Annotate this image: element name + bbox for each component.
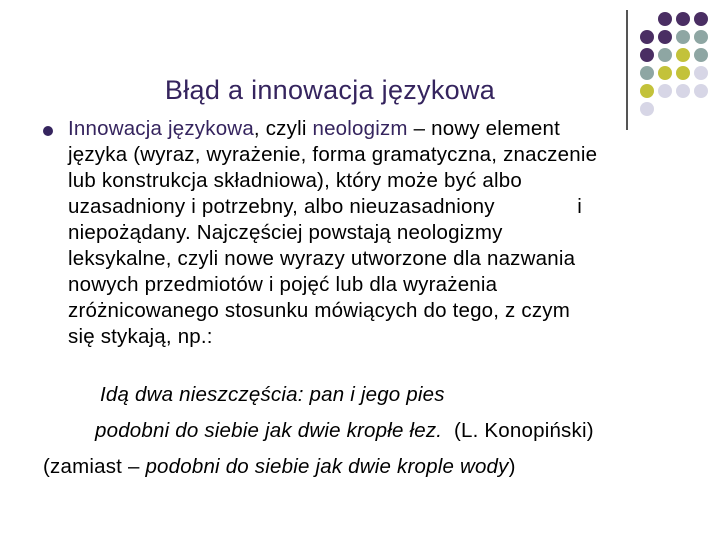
quote-line-2: [95, 419, 594, 443]
paragraph-line: lub konstrukcja składniowa), który może być albo: [68, 169, 522, 192]
decorative-dot: [658, 84, 672, 98]
decorative-dot: [658, 12, 672, 26]
decorative-dot: [694, 66, 708, 80]
paragraph-line: uzasadniony i potrzebny, albo nieuzasadniony i: [68, 195, 582, 218]
decorative-dot: [658, 66, 672, 80]
decorative-dot-grid: [0, 0, 720, 130]
quote-suffix: ): [508, 455, 516, 478]
decorative-dot: [676, 12, 690, 26]
paragraph-line: leksykalne, czyli nowe wyrazy utworzone dla nazwania: [68, 247, 576, 270]
quote-text-correct: podobni do siebie jak dwie krople wody: [145, 455, 509, 478]
paragraph-text: – nowy element: [407, 117, 560, 140]
term-neologizm: neologizm: [312, 117, 408, 140]
bullet-icon: [43, 126, 53, 136]
paragraph-line-1: [68, 116, 688, 142]
decorative-dot: [694, 30, 708, 44]
paragraph-line: nowych przedmiotów i pojęć lub dla wyrażenia: [68, 273, 498, 296]
decorative-dot: [640, 48, 654, 62]
slide-title: Błąd a innowacja językowa: [164, 75, 496, 105]
quote-line-3: [43, 455, 516, 479]
quote-author: (L. Konopiński): [442, 419, 594, 442]
paragraph-line: się stykają, np.:: [68, 325, 213, 348]
decorative-dot: [676, 30, 690, 44]
decorative-dot: [694, 48, 708, 62]
decorative-dot: [658, 48, 672, 62]
decorative-dot: [676, 84, 690, 98]
paragraph-text: , czyli: [253, 117, 313, 140]
decorative-dot: [658, 30, 672, 44]
paragraph-line: zróżnicowanego stosunku mówiących do tego, z czym: [68, 299, 571, 322]
term-innowacja: Innowacja językowa: [68, 117, 254, 140]
decorative-dot: [694, 12, 708, 26]
decorative-dot: [676, 48, 690, 62]
decorative-dot: [640, 30, 654, 44]
paragraph-line: języka (wyraz, wyrażenie, forma gramatyczna, znaczenie: [68, 143, 598, 166]
paragraph-line: niepożądany. Najczęściej powstają neologizmy: [68, 221, 503, 244]
definition-paragraph: [68, 116, 688, 350]
decorative-vertical-line: [626, 10, 628, 130]
quote-prefix: (zamiast –: [43, 455, 146, 478]
decorative-dot: [676, 66, 690, 80]
decorative-dot: [694, 84, 708, 98]
quote-text: podobni do siebie jak dwie kropłe łez.: [95, 419, 443, 442]
quote-line-1: Idą dwa nieszczęścia: pan i jego pies: [100, 383, 445, 406]
